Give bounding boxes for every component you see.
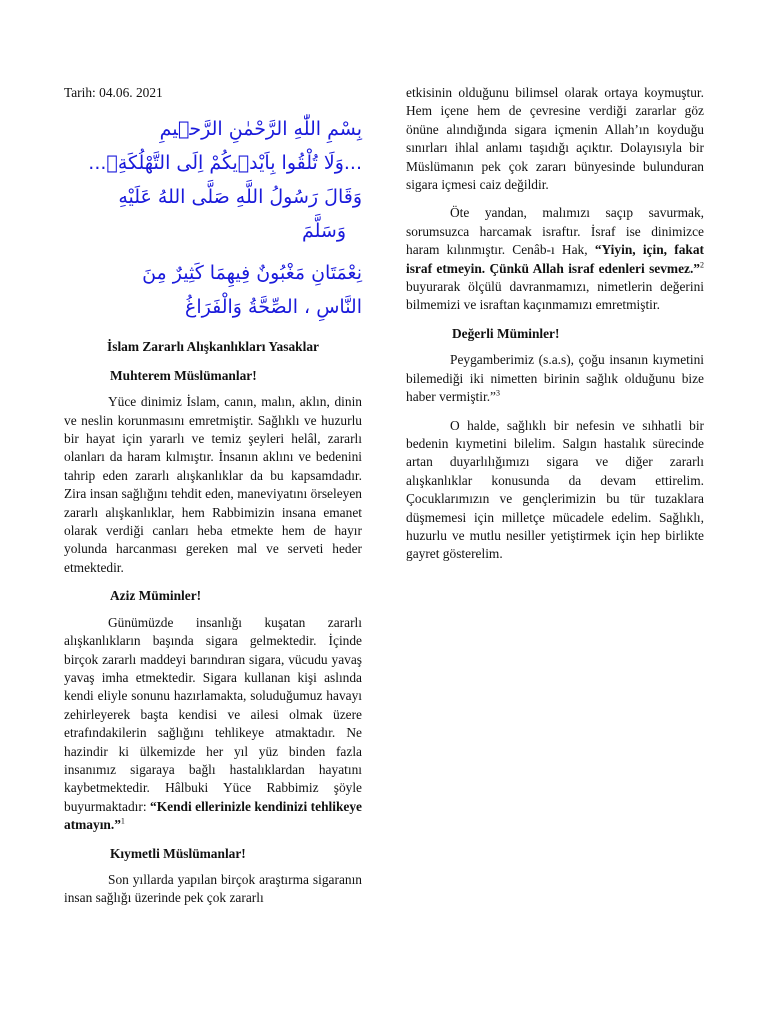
paragraph-5-text-a: Öte yandan, malımızı saçıp savurmak, sorumsuzca harcamak israftır. İsraf ise dinimizce haram kılınmıştır. Cenâb-ı Hak,	[406, 205, 704, 258]
sermon-title: İslam Zararlı Alışkanlıkları Yasaklar	[107, 339, 319, 355]
paragraph-6-text: Peygamberimiz (s.a.s), çoğu insanın kıymetini bilemediği iki nimetten birinin sağlık olduğunu bize haber vermiştir.”	[406, 352, 704, 405]
heading-kiymetli: Kıymetli Müslümanlar!	[110, 845, 246, 861]
right-column	[406, 84, 704, 564]
footnote-ref-2: 2	[700, 260, 704, 270]
paragraph-4: etkisinin olduğunu bilimsel olarak ortaya koymuştur. Hem içene hem de çevresine verdiği zararlar göz önüne alındığında sigara içmenin Allah’ın koyduğu sınırları ihlal anlamı taşıdığı açıktır. Dolayısıyla bir Müslümanın pek çok zararı bünyesinde bulunduran sigara içmesi caiz değildir.	[406, 85, 704, 193]
paragraph-3: Son yıllarda yapılan birçok araştırma sigaranın insan sağlığı üzerinde pek çok zararlı	[64, 871, 362, 906]
heading-muhterem: Muhterem Müslümanlar!	[110, 367, 257, 383]
paragraph-7: O halde, sağlıklı bir nefesin ve sıhhatli bir bedenin kıymetini bilelim. Salgın hastalık sürecinde artan duyarlılığımızı sigara ve diğer zararlı alışkanlıklar konusunda da devam ettirelim. Çocuklarımızın ve gençlerimizin bu tür tuzaklara düşmemesi için milletçe mücadele edelim. Sağlıklı, huzurlu ve mutlu nesiller yetiştirmek için hep birlikte gayret gösterelim.	[406, 417, 704, 562]
heading-degerli: Değerli Müminler!	[452, 325, 560, 341]
date-line: Tarih: 04.06. 2021	[64, 85, 163, 100]
arabic-hadith-intro: وَقَالَ رَسُولُ اللَّهِ صَلَّى اللهُ عَلَيْهِ	[118, 186, 362, 209]
arabic-hadith-cont: النَّاسِ ، الصِّحَّةُ وَالْفَرَاغُ	[185, 296, 362, 319]
paragraph-5	[406, 204, 704, 314]
left-column	[64, 84, 362, 908]
paragraph-5-text-b: buyurarak ölçülü davranmamızı, nimetlerin değerini bilmemizi ve israftan kaçınmamızı emretmiştir.	[406, 279, 704, 313]
footnote-ref-3: 3	[495, 388, 500, 398]
arabic-block	[64, 112, 362, 324]
paragraph-1: Yüce dinimiz İslam, canın, malın, aklın, dinin ve neslin korunmasını emretmiştir. Sağlıklı ve huzurlu bir hayat için yararlı ve temiz şeyleri helâl, zararlı olanları da haram kılmıştır. İnsanın aklını ve bedenini tahrip eden zararlı alışkanlıklar da bu kapsamdadır. Zira insan sağlığını tehdit eden, maneviyatını örseleyen zararlı alışkanlıklar, hem Rabbimizin insana emanet olarak verdiği canları heba etmekte hem de hayır yolunda harcanması gereken mal ve serveti heder etmektedir.	[64, 394, 362, 575]
quran-quote-1: “Kendi ellerinizle kendinizi tehlikeye atmayın.”	[64, 798, 362, 833]
quran-quote-2: “Yiyin, için, fakat israf etmeyin. Çünkü Allah israf edenleri sevmez.”	[406, 242, 704, 276]
arabic-basmala: بِسْمِ اللّٰهِ الرَّحْمٰنِ الرَّح۪يمِ	[159, 118, 362, 141]
paragraph-2-text: Günümüzde insanlığı kuşatan zararlı alışkanlıkların başında sigara gelmektedir. İçinde birçok zararlı maddeyi barındıran sigara, vücudu yavaş yavaş imha etmektedir. Sigara kullanan kişi aslında kendi eliyle sonunu hazırlamakta, soluduğumuz havayı zehirleyerek başta kendisi ve ailesi olmak üzere etrafındakilerin sağlığını tehlikeye atmaktadır. Ne hazindir ki ülkemizde her yıl yüz binden fazla insanımız sigaraya bağlı hastalıklardan hayatını kaybetmektedir. Hâlbuki Yüce Rabbimiz şöyle buyurmaktadır:	[64, 614, 362, 814]
arabic-hadith-intro-cont: وَسَلَّمَ	[301, 220, 346, 243]
heading-aziz: Aziz Müminler!	[110, 588, 202, 604]
arabic-verse: ...وَلَا تُلْقُوا بِاَيْد۪يكُمْ اِلَى التَّهْلُكَةِۚ...	[88, 152, 362, 175]
footnote-ref-1: 1	[120, 816, 125, 826]
paragraph-6	[406, 351, 704, 406]
paragraph-2	[64, 614, 362, 835]
arabic-hadith: نِعْمَتَانِ مَغْبُونٌ فِيهِمَا كَثِيرٌ مِنَ	[142, 262, 362, 285]
